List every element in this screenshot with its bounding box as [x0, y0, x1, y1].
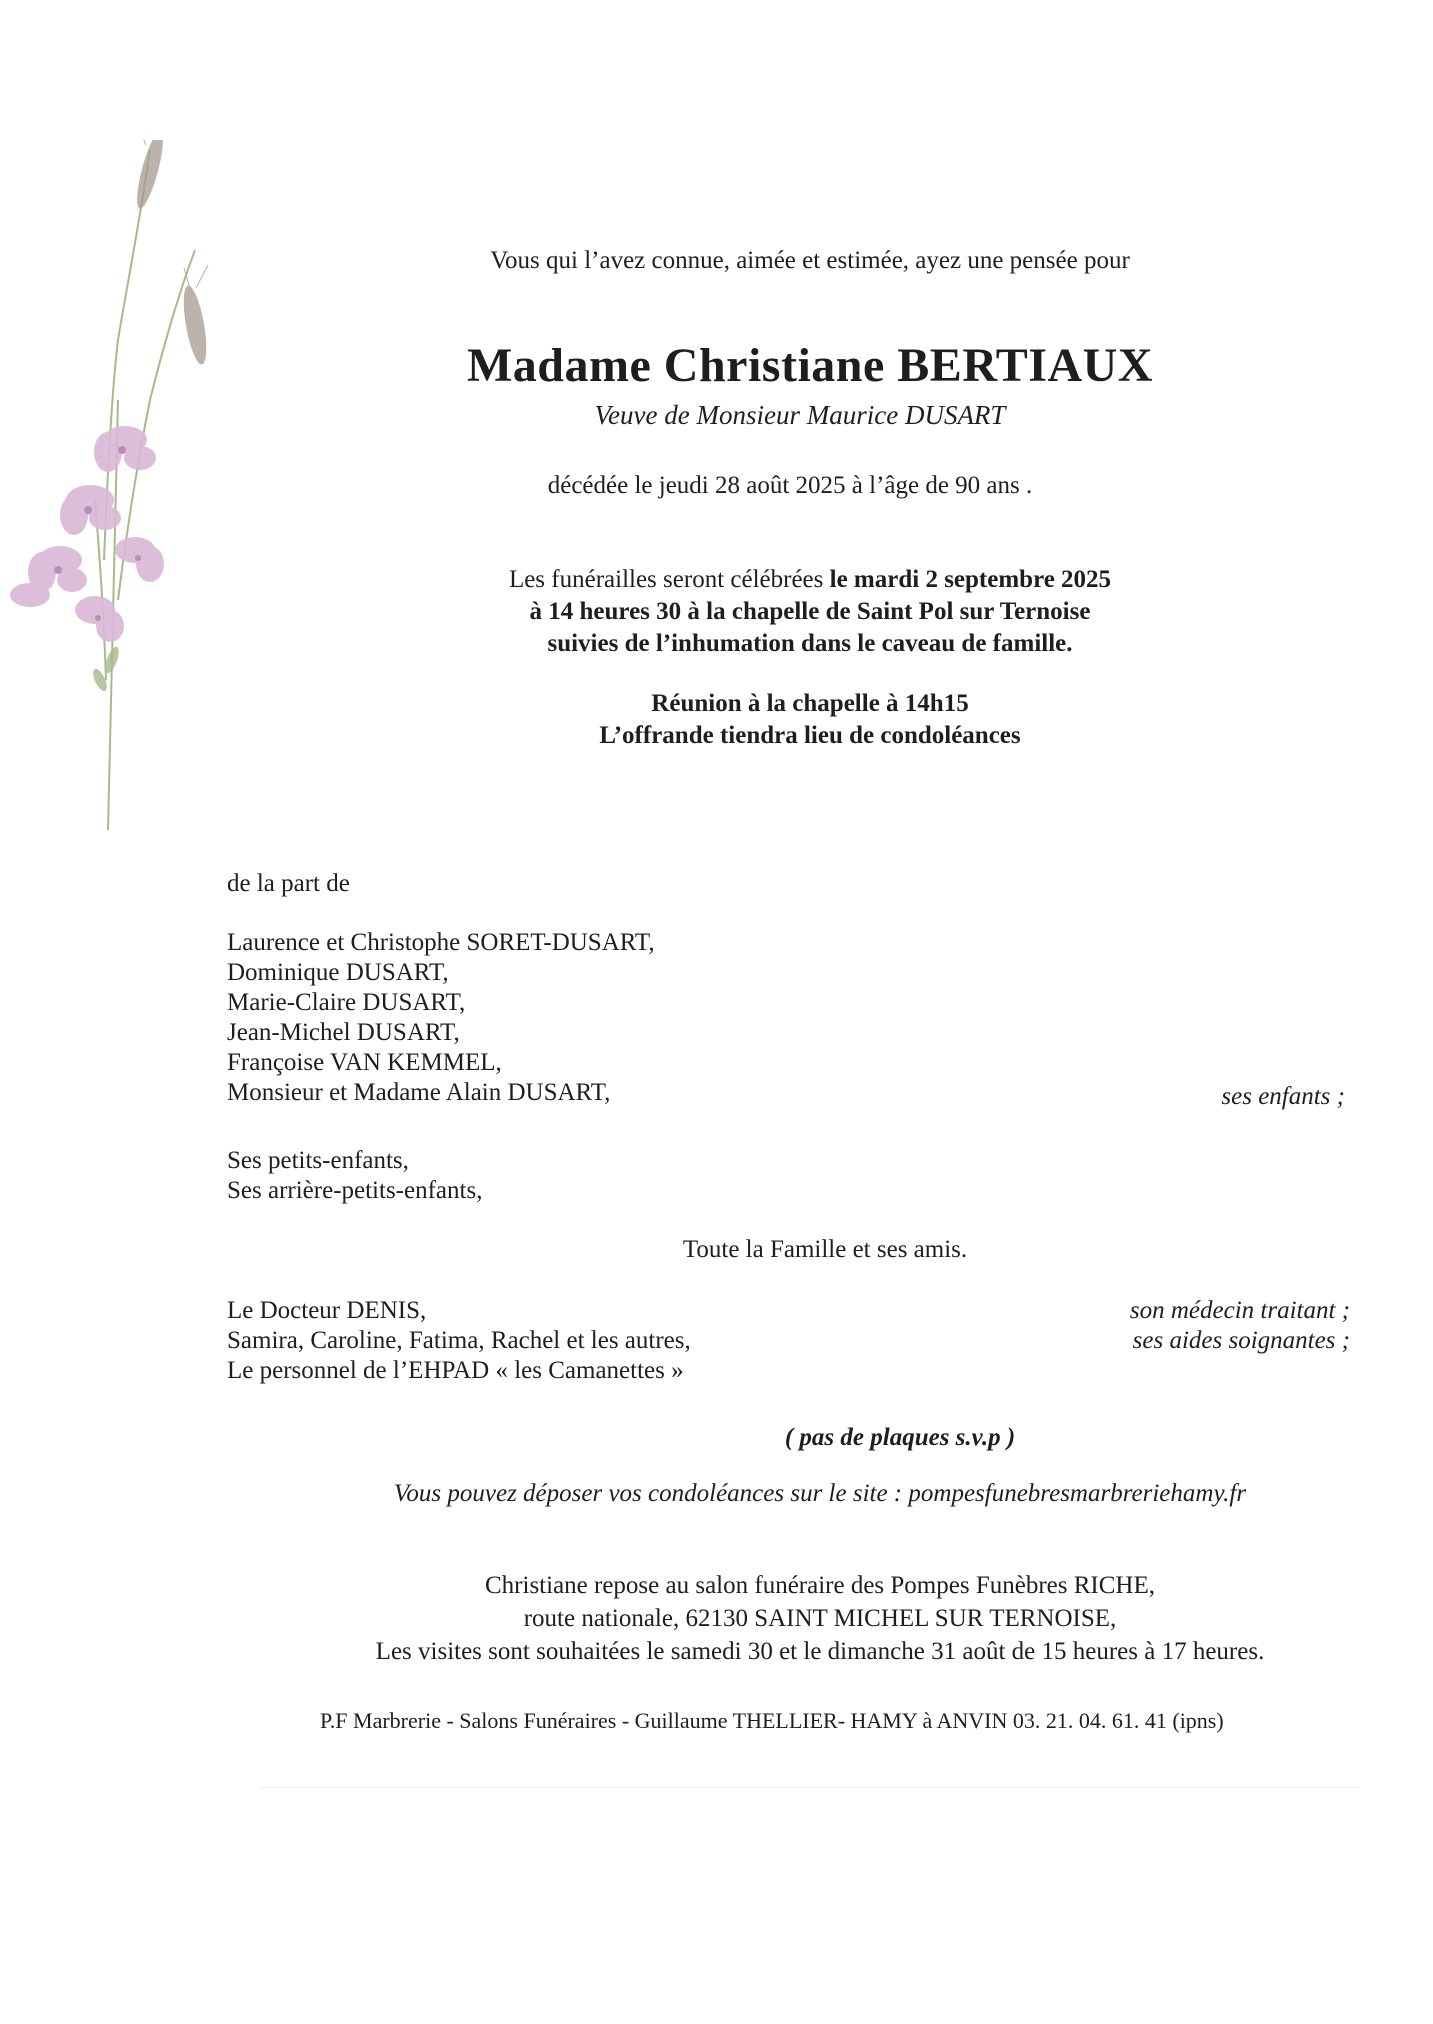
list-item: Ses petits-enfants, — [227, 1147, 409, 1174]
death-date: décédée le jeudi 28 août 2025 à l’âge de 90 ans . — [547, 472, 1033, 499]
reunion-line-2: L’offrande tiendra lieu de condoléances — [599, 722, 1021, 749]
list-item: Jean-Michel DUSART, — [227, 1019, 460, 1046]
list-item: Le personnel de l’EHPAD « les Camanettes » — [227, 1357, 684, 1384]
children-role: ses enfants ; — [1221, 1083, 1345, 1110]
funeral-line-3: suivies de l’inhumation dans le caveau de famille. — [547, 630, 1073, 657]
funeral-line-1-prefix: Les funérailles seront célébrées — [508, 566, 830, 593]
list-item: son médecin traitant ; — [1129, 1297, 1350, 1324]
list-item: Monsieur et Madame Alain DUSART, — [227, 1079, 611, 1106]
list-item: ses aides soignantes ; — [1132, 1327, 1350, 1354]
rest-line-1: Christiane repose au salon funéraire des Pompes Funèbres RICHE, — [485, 1572, 1155, 1599]
rest-line-2: route nationale, 62130 SAINT MICHEL SUR TERNOISE, — [523, 1605, 1117, 1632]
funeral-date: le mardi 2 septembre 2025 — [829, 566, 1112, 593]
family-friends: Toute la Famille et ses amis. — [682, 1236, 968, 1263]
divider — [260, 1787, 1360, 1788]
list-item: Françoise VAN KEMMEL, — [227, 1049, 502, 1076]
list-item: Ses arrière-petits-enfants, — [227, 1177, 483, 1204]
intro-text: Vous qui l’avez connue, aimée et estimée, ayez une pensée pour — [490, 247, 1130, 274]
list-item: Dominique DUSART, — [227, 959, 449, 986]
wheat-stems — [95, 150, 195, 830]
violet-flowers — [10, 426, 164, 693]
list-item: Samira, Caroline, Fatima, Rachel et les autres, — [227, 1327, 691, 1354]
deceased-name: Madame Christiane BERTIAUX — [467, 339, 1153, 392]
caregivers-list — [227, 1296, 691, 1386]
reunion-line-1: Réunion à la chapelle à 14h15 — [651, 690, 969, 717]
funeral-home-footer: P.F Marbrerie - Salons Funéraires - Guillaume THELLIER- HAMY à ANVIN 03. 21. 04. 61. 41 (ipns) — [320, 1708, 1224, 1733]
from-label: de la part de — [227, 870, 350, 897]
funeral-line-1 — [360, 566, 1260, 594]
no-plaques-note: ( pas de plaques s.v.p ) — [784, 1424, 1016, 1451]
list-item: Laurence et Christophe SORET-DUSART, — [227, 929, 655, 956]
grandchildren-list — [227, 1146, 482, 1206]
widow-of: Veuve de Monsieur Maurice DUSART — [594, 400, 1006, 430]
wheat-ears — [132, 140, 211, 366]
flower-illustration — [0, 140, 240, 840]
rest-line-3: Les visites sont souhaitées le samedi 30 et le dimanche 31 août de 15 heures à 17 heures. — [375, 1638, 1265, 1665]
children-list — [227, 928, 655, 1108]
condolences-website: Vous pouvez déposer vos condoléances sur le site : pompesfunebresmarbreriehamy.fr — [393, 1480, 1247, 1507]
funeral-line-2: à 14 heures 30 à la chapelle de Saint Pol sur Ternoise — [529, 598, 1091, 625]
caregiver-roles — [1000, 1296, 1350, 1356]
list-item: Le Docteur DENIS, — [227, 1297, 427, 1324]
list-item: Marie-Claire DUSART, — [227, 989, 466, 1016]
